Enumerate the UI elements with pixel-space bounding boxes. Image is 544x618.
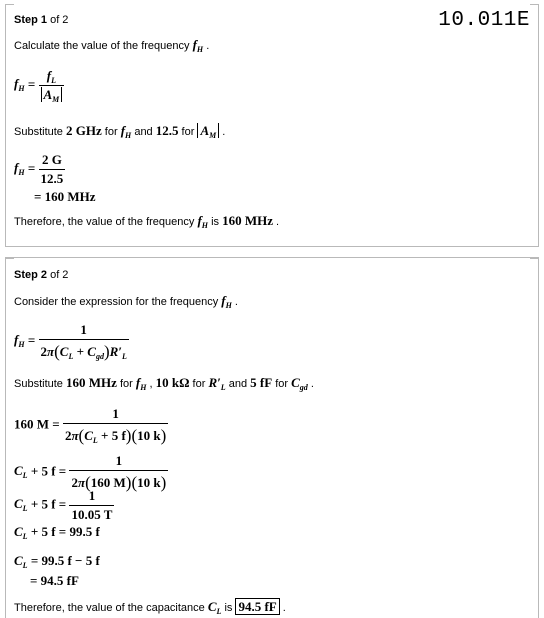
- step-label: Step 2: [14, 269, 48, 281]
- step-count: of 2: [47, 14, 69, 26]
- punct: .: [219, 126, 226, 138]
- step-2-substitute: [14, 376, 314, 392]
- var-f-h: $f_H$: [120, 123, 132, 140]
- calc-result: = 160 MHz: [34, 189, 96, 204]
- expr: = 99.5 f − 5 f: [27, 553, 100, 568]
- lhs: 160 M =: [14, 416, 60, 432]
- text: Substitute: [14, 126, 66, 138]
- var-c-l: $C_L$: [14, 496, 28, 514]
- step-1-header: [14, 13, 68, 27]
- value-12-5: 12.5: [155, 123, 179, 138]
- calc-line-4: [14, 524, 100, 540]
- var-f-h: $f_H$: [14, 332, 25, 350]
- text: and: [225, 378, 251, 390]
- var-c-gd: $C_{gd}$: [291, 375, 308, 392]
- numerator: 1: [63, 406, 168, 424]
- numerator: 1: [69, 488, 114, 506]
- value-5ff: 5 fF: [250, 375, 273, 390]
- fraction: [39, 68, 65, 103]
- step-label: Step 1: [14, 14, 48, 26]
- punct: .: [307, 378, 314, 390]
- denominator: [39, 86, 65, 103]
- denominator: 10.05 T: [71, 507, 113, 522]
- step-1-intro: [14, 38, 209, 54]
- text: Consider the expression for the frequency: [14, 296, 222, 308]
- fraction: [69, 488, 114, 523]
- value-10kohm: 10 kΩ: [155, 375, 190, 390]
- step-2-conclusion: [14, 600, 286, 616]
- panel-corner: [530, 258, 539, 267]
- numerator: 1: [69, 453, 168, 471]
- var-r-l: $R'_L$: [208, 375, 226, 392]
- final-answer-box: 94.5 fF: [235, 598, 279, 615]
- step-1-conclusion: [14, 214, 279, 230]
- lhs: + 5 f =: [27, 496, 67, 512]
- calc-line-6: = 94.5 fF: [30, 573, 79, 588]
- step-2-panel: [5, 257, 539, 618]
- panel-corner: [530, 4, 539, 13]
- var-c-l: $C_L$: [14, 524, 28, 541]
- fraction: [63, 406, 168, 445]
- step-1-substitute: [14, 124, 225, 140]
- result-value: 160 MHz: [222, 213, 273, 228]
- calc-fh: $f_H$ = $\frac{2 G}{12.5}$: [14, 152, 64, 186]
- var-f-h: $f_H$: [135, 375, 147, 392]
- calc-line-3: [14, 488, 114, 523]
- calc-line-2: [14, 453, 168, 492]
- text: for: [101, 126, 121, 138]
- numerator: 2 G: [39, 152, 66, 170]
- var-f-h: $f_H$: [197, 213, 209, 230]
- text: is: [221, 602, 236, 614]
- numerator: $f_L$: [39, 68, 65, 86]
- var-c-l: $C_L$: [14, 463, 28, 481]
- intro-text: Calculate the value of the frequency: [14, 40, 193, 52]
- text: for: [272, 378, 292, 390]
- panel-corner: [5, 4, 14, 13]
- calc-line-1: [14, 406, 168, 445]
- var-f-h: $f_H$: [192, 37, 204, 54]
- text: is: [208, 216, 223, 228]
- value-2ghz: 2 GHz: [65, 123, 102, 138]
- punct: .: [203, 40, 210, 52]
- var-f-h: $f_H$: [14, 160, 25, 178]
- var-f-h: $f_H$: [221, 293, 232, 310]
- text: Therefore, the value of the capacitance: [14, 602, 208, 614]
- var-c-l: $C_L$: [207, 599, 222, 616]
- abs-gain: $A_M$: [197, 123, 219, 138]
- punct: .: [279, 602, 286, 614]
- text: for: [178, 126, 198, 138]
- value-160mhz: 160 MHz: [65, 375, 117, 390]
- step-1-panel: [5, 4, 539, 247]
- denominator: 2π(160 M)(10 k): [71, 473, 167, 492]
- fraction: [69, 453, 168, 492]
- step-2-header: [14, 268, 68, 282]
- denominator: $2\pi(C_L + C_{gd})R'_L$: [40, 342, 127, 361]
- formula-fh-gain: $f_H$ = $\frac{f_L}{A_M}$: [14, 68, 64, 103]
- denominator: $2\pi(C_L + 5$ f)(10 k): [64, 426, 167, 445]
- text: for: [116, 378, 136, 390]
- denominator: 12.5: [40, 171, 64, 186]
- step-2-intro: [14, 294, 238, 310]
- calc-line-5: [14, 553, 100, 569]
- text: for: [189, 378, 209, 390]
- problem-id: 10.011E: [438, 9, 530, 32]
- numerator: 1: [39, 322, 129, 340]
- fraction: [39, 322, 129, 361]
- step-count: of 2: [47, 269, 69, 281]
- lhs: + 5 f =: [27, 463, 67, 479]
- var-c-l: $C_L$: [14, 553, 28, 570]
- expr: + 5 f = 99.5 f: [27, 524, 100, 539]
- panel-corner: [5, 258, 14, 267]
- text: ,: [146, 378, 156, 390]
- text: Therefore, the value of the frequency: [14, 216, 198, 228]
- text: and: [131, 126, 156, 138]
- var-f-h: $f_H$: [14, 76, 25, 94]
- punct: .: [231, 296, 238, 308]
- fraction: [39, 152, 66, 187]
- abs-gain: $A_M$: [41, 87, 63, 102]
- formula-fh: $f_H$ = $\frac{1}{2\pi(C_L + C_{gd})R'_L}$: [14, 322, 127, 361]
- punct: .: [273, 216, 280, 228]
- text: Substitute: [14, 378, 66, 390]
